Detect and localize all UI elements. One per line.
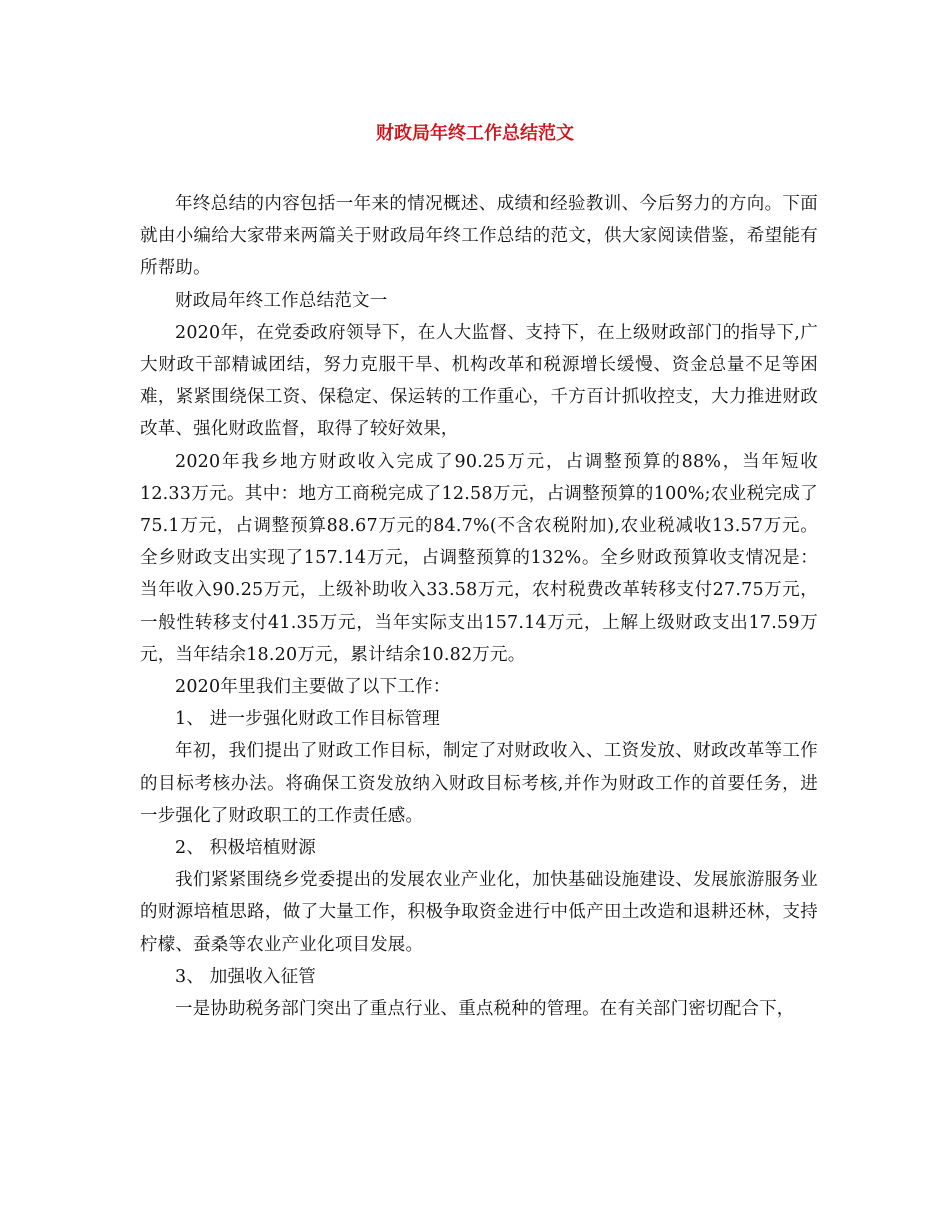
paragraph: 一是协助税务部门突出了重点行业、重点税种的管理。在有关部门密切配合下， — [175, 999, 795, 1020]
paragraph: 2020年我乡地方财政收入完成了90.25万元，占调整预算的88%，当年短收12.33万元。其中：地方工商税完成了12.58万元，占调整预算的100%;农业税完成了75.1万元，占调整预算88.67万元的84.7%(不含农税附加),农业税减收13.57万元。全乡财政支出实现了157.14万元，占调整预算的132%。全乡财政预算收支情况是：当年收入90.25万元，上级补助收入33.58万元，农村税费改革转移支付27.75万元，一般性转移支付41.35万元，当年实际支出157.14万元，上解上级财政支出17.59万元，当年结余18.20万元，累计结余10.82万元。 — [140, 451, 818, 665]
list-heading: 2、 积极培植财源 — [175, 838, 316, 859]
paragraph: 年初，我们提出了财政工作目标，制定了对财政收入、工资发放、财政改革等工作的目标考核办法。将确保工资发放纳入财政目标考核,并作为财政工作的首要任务，进一步强化了财政职工的工作责任感。 — [140, 741, 818, 826]
document-title: 财政局年终工作总结范文 — [376, 123, 574, 144]
paragraph: 我们紧紧围绕乡党委提出的发展农业产业化，加快基础设施建设、发展旅游服务业的财源培植思路，做了大量工作，积极争取资金进行中低产田土改造和退耕还林，支持柠檬、蚕桑等农业产业化项目发展。 — [140, 870, 818, 955]
document-body — [140, 188, 818, 1025]
list-heading: 3、 加强收入征管 — [175, 966, 316, 987]
paragraph: 2020年，在党委政府领导下，在人大监督、支持下，在上级财政部门的指导下,广大财政干部精诚团结，努力克服干旱、机构改革和税源增长缓慢、资金总量不足等困难，紧紧围绕保工资、保稳定、保运转的工作重心，千方百计抓收控支，大力推进财政改革、强化财政监督，取得了较好效果， — [140, 322, 818, 440]
section-heading: 财政局年终工作总结范文一 — [175, 290, 388, 311]
intro-paragraph: 年终总结的内容包括一年来的情况概述、成绩和经验教训、今后努力的方向。下面就由小编给大家带来两篇关于财政局年终工作总结的范文，供大家阅读借鉴，希望能有所帮助。 — [140, 194, 818, 279]
list-heading: 1、 进一步强化财政工作目标管理 — [175, 709, 440, 730]
paragraph: 2020年里我们主要做了以下工作： — [175, 677, 451, 698]
